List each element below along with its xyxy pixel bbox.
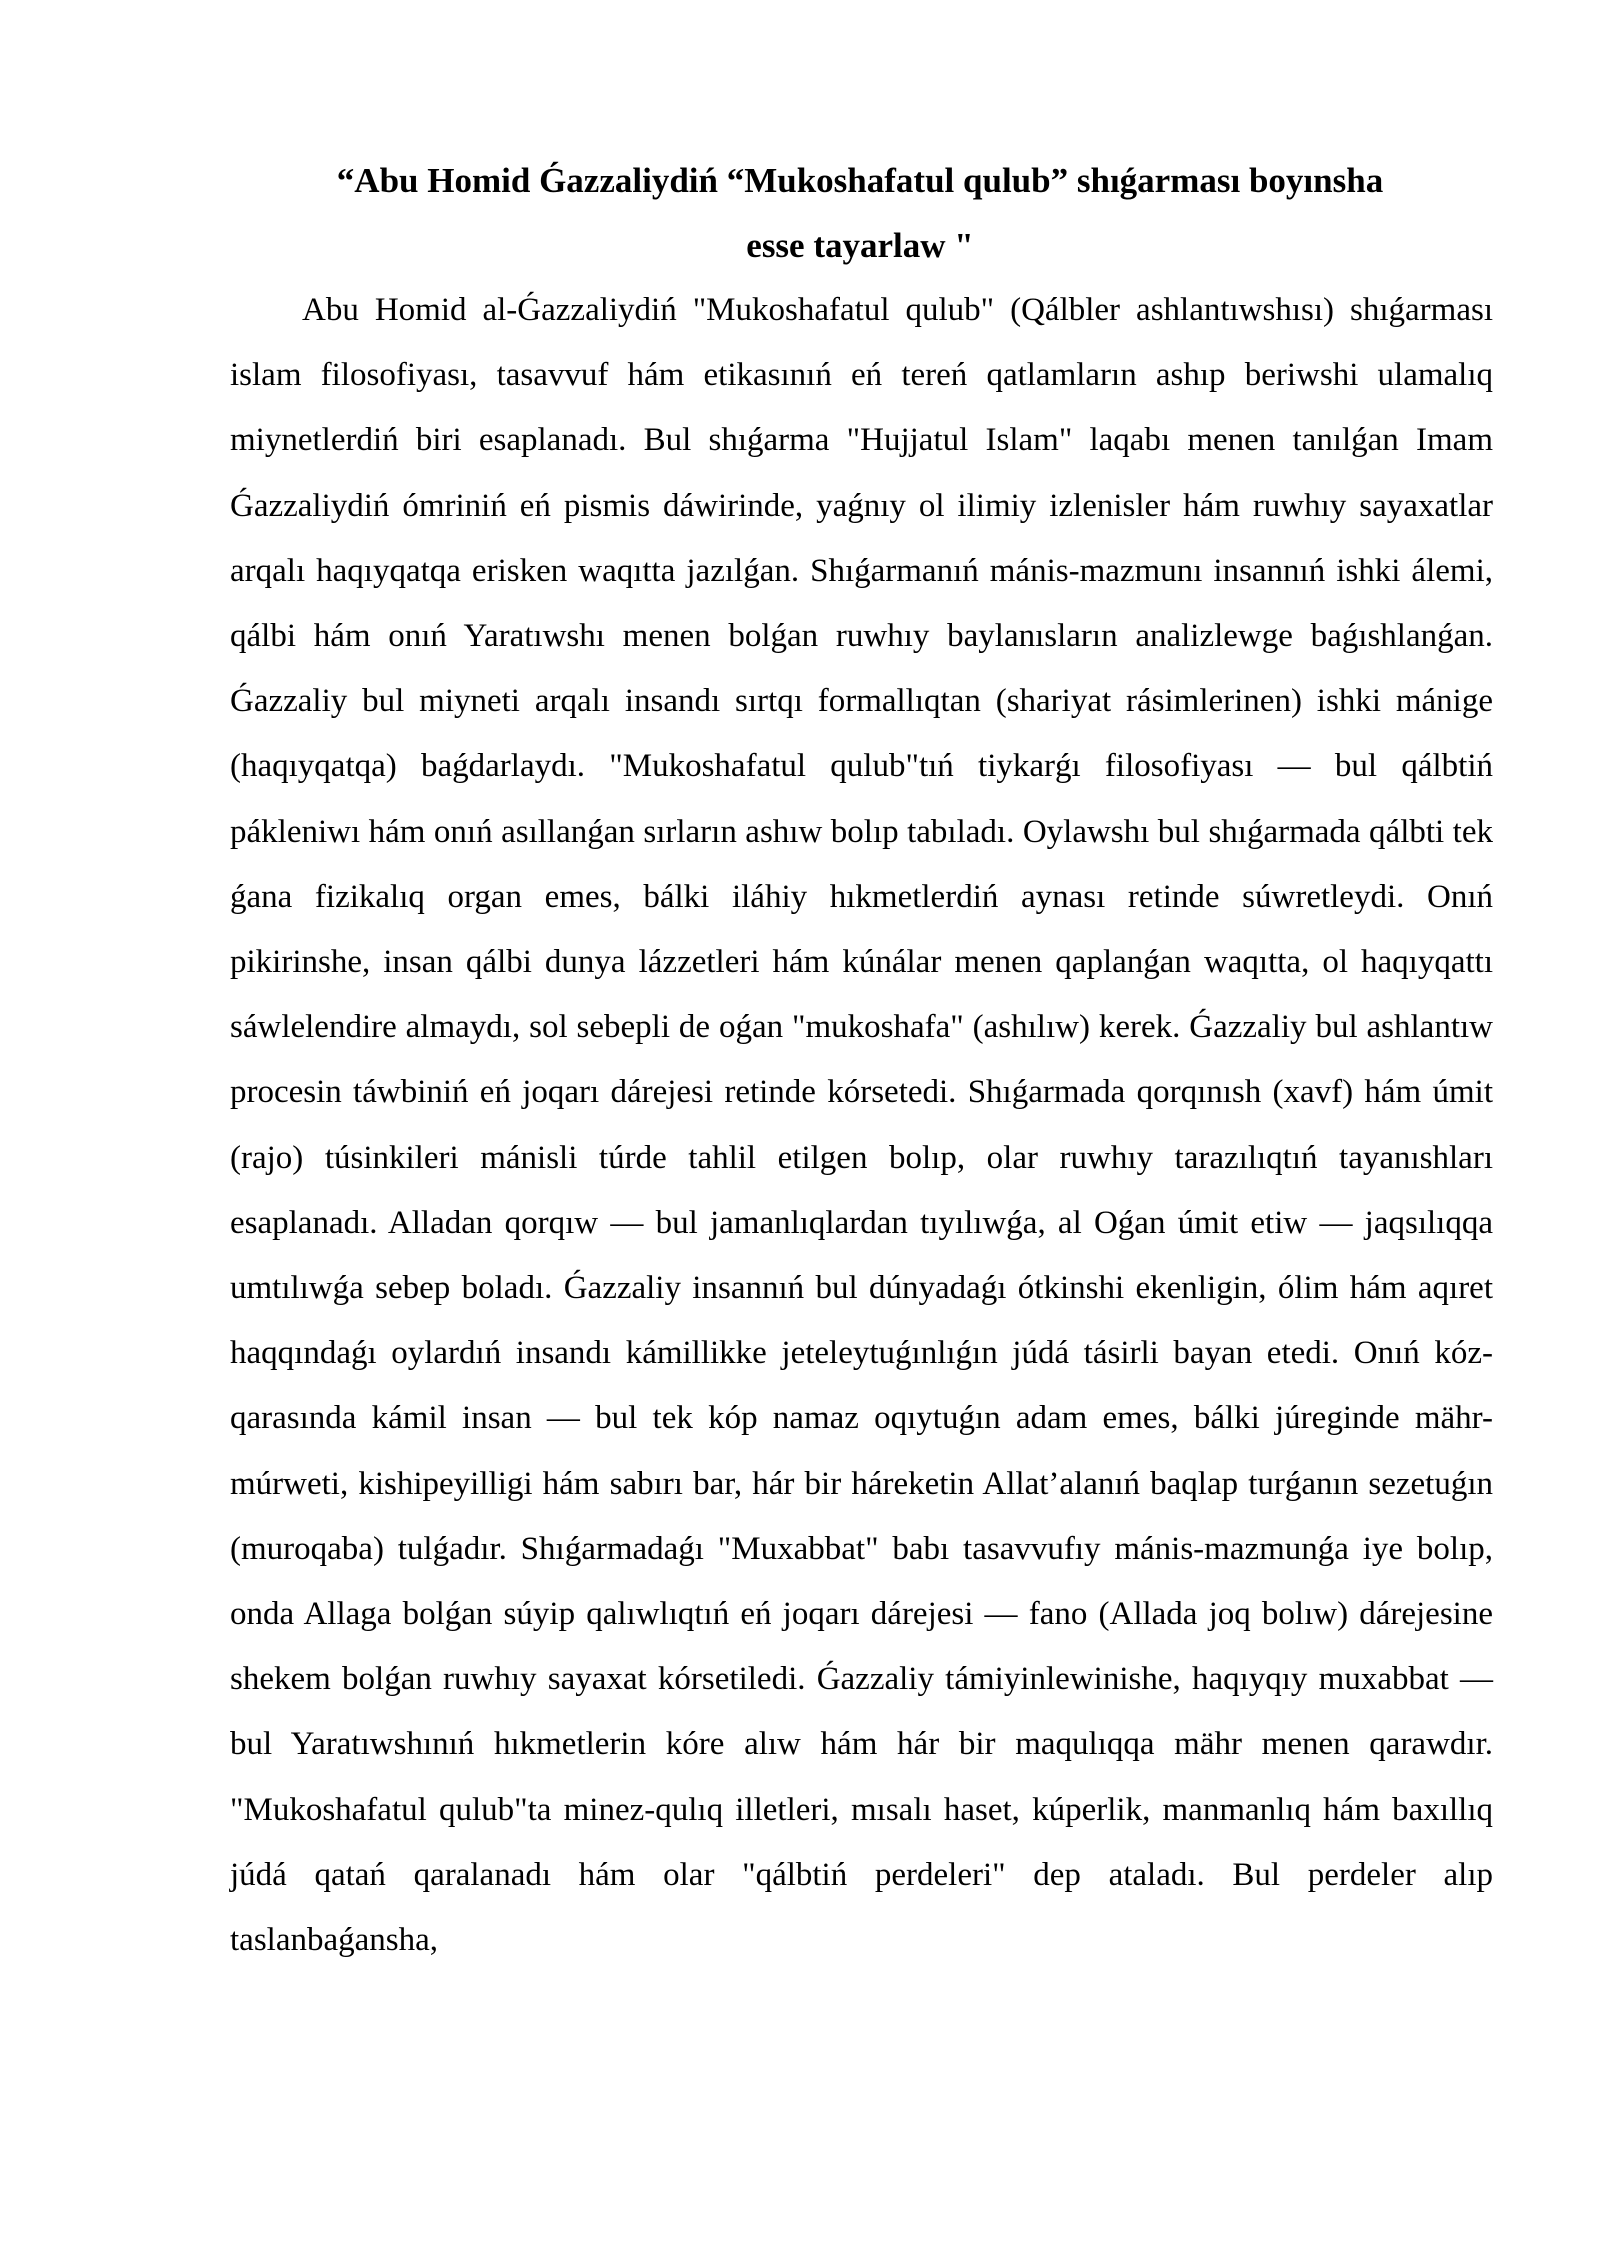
title-line-1: “Abu Homid Ǵazzaliydiń “Mukoshafatul qulub” shıǵarması boyınsha [336,161,1384,200]
title-line-2: esse tayarlaw " [746,226,974,265]
body-paragraph: Abu Homid al-Ǵazzaliydiń "Mukoshafatul qulub" (Qálbler ashlantıwshısı) shıǵarması islam filosofiyası, tasavvuf hám etikasınıń eń tereń qatlamların ashıp beriwshi ulamalıq miynetlerdiń biri esaplanadı. Bul shıǵarma "Hujjatul Islam" laqabı menen tanılǵan Imam Ǵazzaliydiń ómriniń eń pismis dáwirinde, yaǵnıy ol ilimiy izlenisler hám ruwhıy sayaxatlar arqalı haqıyqatqa erisken waqıtta jazılǵan. Shıǵarmanıń mánis-mazmunı insannıń ishki álemi, qálbi hám onıń Yaratıwshı menen bolǵan ruwhıy baylanısların analizlewge baǵıshlanǵan. Ǵazzaliy bul miyneti arqalı insandı sırtqı formallıqtan (shariyat rásimlerinen) ishki mánige (haqıyqatqa) baǵdarlaydı. "Mukoshafatul qulub"tıń tiykarǵı filosofiyası — bul qálbtiń pákleniwı hám onıń asıllanǵan sırların ashıw bolıp tabıladı. Oylawshı bul shıǵarmada qálbti tek ǵana fizikalıq organ emes, bálki iláhiy hıkmetlerdiń aynası retinde súwretleydi. Onıń pikirinshe, insan qálbi dunya lázzetleri hám kúnálar menen qaplanǵan waqıtta, ol haqıyqattı sáwlelendire almaydı, sol sebepli de oǵan "mukoshafa" (ashılıw) kerek. Ǵazzaliy bul ashlantıw procesin táwbiniń eń joqarı dárejesi retinde kórsetedi. Shıǵarmada qorqınısh (xavf) hám úmit (rajo) túsinkileri mánisli túrde tahlil etilgen bolıp, olar ruwhıy tarazılıqtıń tayanıshları esaplanadı. Alladan qorqıw — bul jamanlıqlardan tıyılıwǵa, al Oǵan úmit etiw — jaqsılıqqa umtılıwǵa sebep boladı. Ǵazzaliy insannıń bul dúnyadaǵı ótkinshi ekenligin, ólim hám aqıret haqqındaǵı oylardıń insandı kámillikke jeteleytuǵınlıǵın júdá tásirli bayan etedi. Onıń kóz-qarasında kámil insan — bul tek kóp namaz oqıytuǵın adam emes, bálki júreginde mähr-múrweti, kishipeyilligi hám sabırı bar, hár bir háreketin Allat’alanıń baqlap turǵanın sezetuǵın (muroqaba) tulǵadır. Shıǵarmadaǵı "Muxabbat" babı tasavvufıy mánis-mazmunǵa iye bolıp, onda Allaga bolǵan súyip qalıwlıqtıń eń joqarı dárejesi — fano (Allada joq bolıw) dárejesine shekem bolǵan ruwhıy sayaxat kórsetiledi. Ǵazzaliy támiyinlewinishe, haqıyqıy muxabbat — bul Yaratıwshınıń hıkmetlerin kóre alıw hám hár bir maqulıqqa mähr menen qarawdır. "Mukoshafatul qulub"ta minez-qulıq illetleri, mısalı haset, kúperlik, manmanlıq hám baxıllıq júdá qatań qaralanadı hám olar "qálbtiń perdeleri" dep ataladı. Bul perdeler alıp taslanbaǵansha, [230,292,1493,1959]
document-title [230,148,1490,278]
